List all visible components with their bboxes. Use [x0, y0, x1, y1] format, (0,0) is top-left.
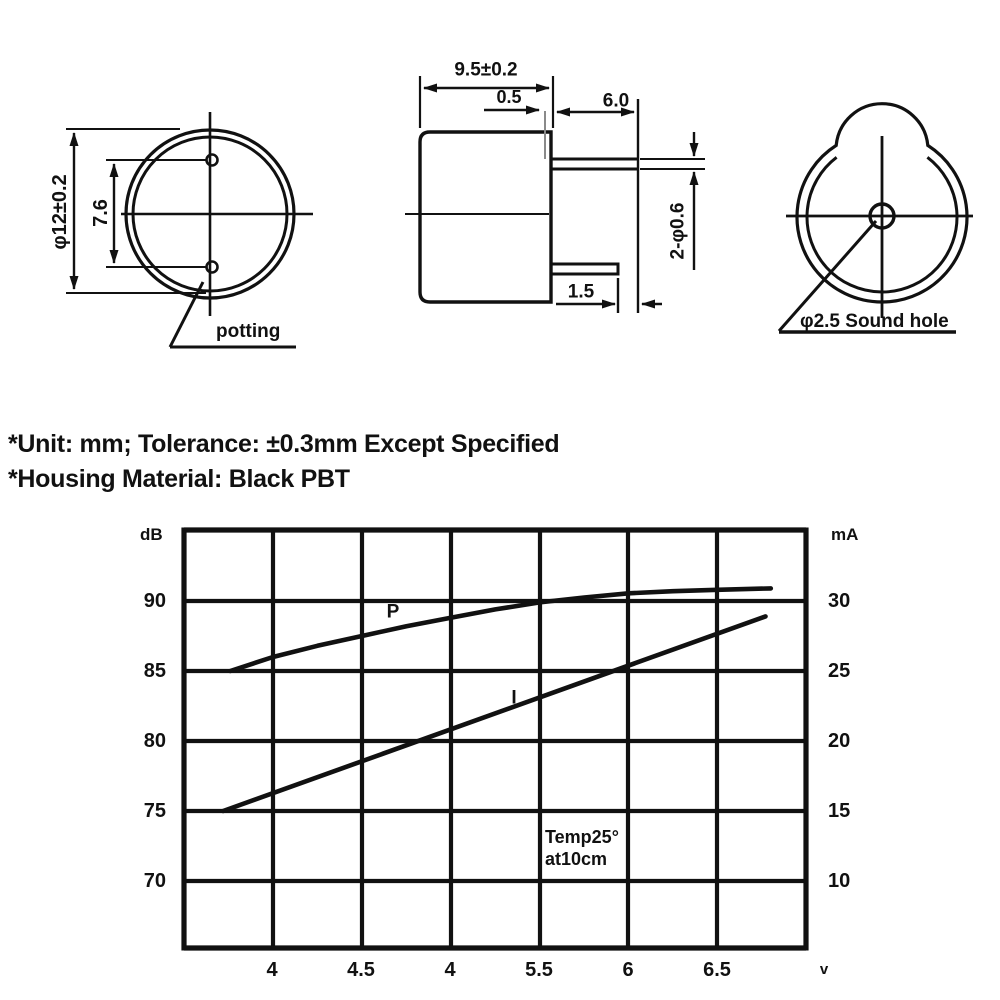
x-tick: 6: [622, 959, 634, 981]
side-pin-dia-label: 2-φ0.6: [667, 202, 689, 260]
front-pin-spacing-label: 7.6: [90, 199, 112, 227]
x-tick: 6.5: [703, 959, 731, 981]
front-diameter-label: φ12±0.2: [49, 174, 71, 250]
chart-annotation-temp: Temp25°: [545, 827, 619, 847]
x-tick: 4: [266, 959, 278, 981]
x-tick: 5.5: [525, 959, 553, 981]
front-pin-hole-top: [207, 155, 218, 166]
y-right-tick: 20: [828, 730, 851, 752]
side-width-label: 9.5±0.2: [454, 59, 518, 81]
y-left-tick: 85: [143, 660, 166, 682]
note-unit-tolerance: *Unit: mm; Tolerance: ±0.3mm Except Specified: [8, 430, 560, 458]
x-tick: 4.5: [347, 959, 375, 981]
y-left-tick: 75: [143, 800, 166, 822]
curve-label-p: P: [386, 601, 400, 623]
chart-annotation-distance: at10cm: [545, 849, 608, 869]
rear-sound-hole-label: φ2.5 Sound hole: [800, 311, 949, 332]
y-right-tick: 15: [828, 800, 851, 822]
note-housing-material: *Housing Material: Black PBT: [8, 465, 350, 493]
side-view-drawing: [405, 76, 705, 313]
side-body-outline: [420, 132, 551, 302]
y-right-axis-label: mA: [831, 525, 859, 544]
x-tick: 4: [444, 959, 456, 981]
front-view-drawing: [66, 112, 313, 347]
side-lip-label: 0.5: [496, 87, 522, 107]
y-right-tick: 30: [828, 590, 851, 612]
side-pin-length-label: 6.0: [602, 90, 630, 112]
y-right-tick: 25: [828, 660, 851, 682]
y-left-tick: 90: [143, 590, 166, 612]
y-right-tick: 10: [828, 870, 851, 892]
curve-I: [223, 616, 765, 811]
side-pin-offset-label: 1.5: [567, 281, 595, 303]
y-left-tick: 80: [143, 730, 166, 752]
curve-label-i: I: [511, 687, 517, 709]
x-axis-unit-label: v: [819, 961, 829, 978]
y-left-tick: 70: [143, 870, 166, 892]
chart-canvas: [184, 528, 806, 951]
rear-view-drawing: [779, 104, 973, 332]
potting-label: potting: [216, 321, 281, 342]
front-pin-hole-bottom: [207, 262, 218, 273]
y-left-axis-label: dB: [140, 525, 163, 544]
